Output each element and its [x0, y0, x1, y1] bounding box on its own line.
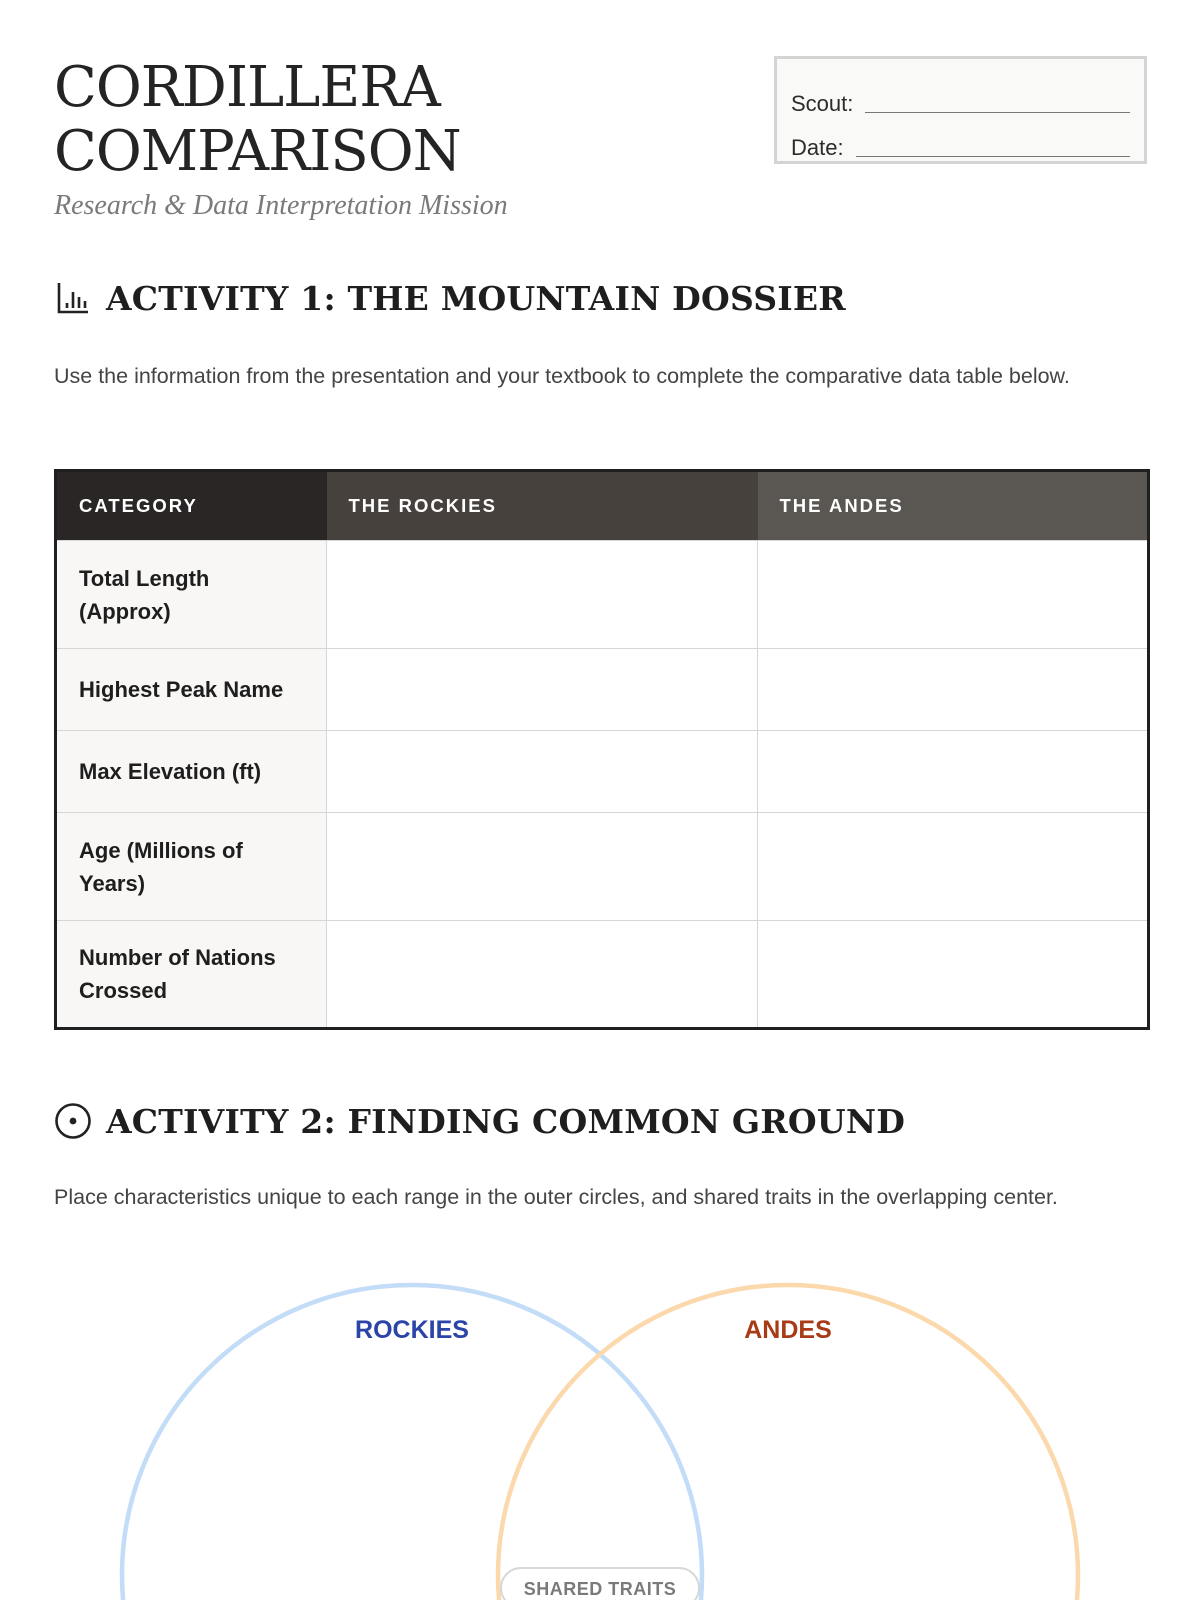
andes-cell[interactable]: [758, 649, 1149, 731]
page-subtitle: Research & Data Interpretation Mission: [54, 190, 508, 221]
row-label: Max Elevation (ft): [56, 731, 327, 813]
venn-diagram: [54, 1270, 1147, 1600]
activity2-title: ACTIVITY 2: FINDING COMMON GROUND: [106, 1101, 906, 1141]
table-header-row: [56, 471, 1149, 541]
rockies-cell[interactable]: [327, 541, 758, 649]
row-label: Number of Nations Crossed: [56, 921, 327, 1029]
activity1-title: ACTIVITY 1: THE MOUNTAIN DOSSIER: [106, 278, 846, 318]
scout-field: [791, 73, 1130, 117]
mountain-dossier-table: [54, 469, 1150, 1030]
rockies-cell[interactable]: [327, 649, 758, 731]
activity1-heading: [54, 274, 846, 322]
table-row: [56, 649, 1149, 731]
andes-cell[interactable]: [758, 541, 1149, 649]
activity2-instructions: Place characteristics unique to each range in the outer circles, and shared traits in the overlapping center.: [54, 1185, 1058, 1209]
row-label: Age (Millions of Years): [56, 813, 327, 921]
column-header-andes: THE ANDES: [758, 471, 1149, 541]
andes-cell[interactable]: [758, 921, 1149, 1029]
column-header-category: CATEGORY: [56, 471, 327, 541]
scout-label: Scout:: [791, 91, 854, 116]
bar-chart-icon: [54, 279, 92, 317]
column-header-rockies: THE ROCKIES: [327, 471, 758, 541]
table-row: [56, 731, 1149, 813]
rockies-cell[interactable]: [327, 731, 758, 813]
rockies-label: ROCKIES: [355, 1316, 469, 1344]
rockies-cell[interactable]: [327, 921, 758, 1029]
date-label: Date:: [791, 135, 844, 160]
activity1-instructions: Use the information from the presentation and your textbook to complete the comparative data table below.: [54, 364, 1070, 388]
rockies-cell[interactable]: [327, 813, 758, 921]
andes-label: ANDES: [744, 1316, 832, 1344]
row-label: Highest Peak Name: [56, 649, 327, 731]
date-field: [791, 117, 1130, 161]
andes-cell[interactable]: [758, 731, 1149, 813]
activity2-heading: [54, 1097, 905, 1145]
scout-input-line[interactable]: [865, 84, 1130, 113]
date-input-line[interactable]: [856, 128, 1130, 157]
table-row: [56, 541, 1149, 649]
worksheet-page: [54, 0, 1147, 1600]
scout-info-box: [774, 56, 1147, 164]
table-row: [56, 813, 1149, 921]
row-label: Total Length (Approx): [56, 541, 327, 649]
target-icon: [54, 1102, 92, 1140]
title-line-1: CORDILLERA: [54, 55, 440, 120]
andes-cell[interactable]: [758, 813, 1149, 921]
table-row: [56, 921, 1149, 1029]
worksheet-header: [54, 56, 1147, 236]
shared-traits-label: SHARED TRAITS: [523, 1579, 677, 1599]
title-line-2: COMPARISON: [54, 119, 461, 184]
